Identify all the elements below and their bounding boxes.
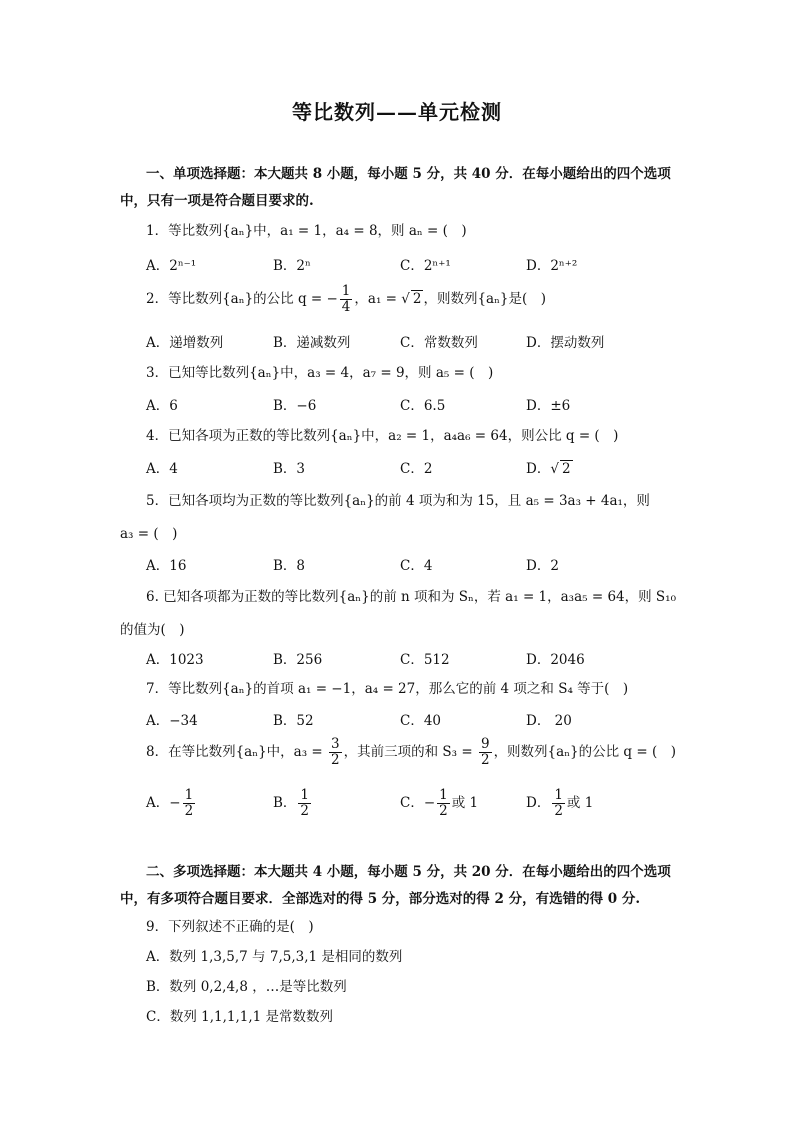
q4-option-a: A．4 bbox=[146, 461, 178, 477]
q8-option-d bbox=[526, 788, 593, 819]
q7-option-b: B．52 bbox=[273, 713, 314, 729]
section1-heading-line1: 一、单项选择题：本大题共 8 小题，每小题 5 分，共 40 分．在每小题给出的四个选项 bbox=[146, 166, 671, 182]
question-6-line1: 6. 已知各项都为正数的等比数列{aₙ}的前 n 项和为 Sₙ，若 a₁ = 1，a₃a₅ = 64，则 S₁₀ bbox=[146, 589, 676, 605]
q8-fraction-2 bbox=[479, 737, 492, 768]
q8-c-num: 1 bbox=[439, 787, 448, 803]
q8-c-suffix: 或 1 bbox=[451, 794, 479, 811]
q8-option-a bbox=[146, 788, 197, 819]
q5-option-a: A．16 bbox=[146, 558, 187, 574]
q8-b-num: 1 bbox=[300, 787, 310, 803]
q2-option-a: A．递增数列 bbox=[146, 335, 224, 351]
q8-a-frac bbox=[183, 788, 196, 819]
question-4: 4．已知各项为正数的等比数列{aₙ}中，a₂ = 1，a₄a₆ = 64，则公比 q = ( ) bbox=[146, 428, 619, 444]
q9-option-c: C．数列 1,1,1,1,1 是常数数列 bbox=[146, 1009, 334, 1025]
q1-option-d: D．2ⁿ⁺² bbox=[526, 258, 578, 274]
q8-d-num: 1 bbox=[554, 787, 563, 803]
q7-option-c: C．40 bbox=[400, 713, 442, 729]
q6-option-b: B．256 bbox=[273, 652, 323, 668]
q2-option-d: D．摆动数列 bbox=[526, 335, 605, 351]
question-9: 9．下列叙述不正确的是( ) bbox=[146, 919, 314, 935]
q2-stem-c: ，则数列{aₙ}是( ) bbox=[423, 290, 547, 307]
q4-option-d-root: 2 bbox=[561, 461, 571, 477]
q8-d2: 2 bbox=[480, 751, 490, 768]
page-title: 等比数列——单元检测 bbox=[292, 100, 502, 124]
q8-option-c bbox=[400, 788, 478, 819]
q8-a-num: 1 bbox=[184, 787, 194, 803]
question-5-line1: 5．已知各项均为正数的等比数列{aₙ}的前 4 项为和为 15，且 a₅ = 3a₃ + 4a₁，则 bbox=[146, 493, 650, 509]
q7-option-d: D． 20 bbox=[526, 713, 572, 729]
q5-option-b: B．8 bbox=[273, 558, 306, 574]
q1-option-b: B．2ⁿ bbox=[273, 258, 311, 274]
q9-option-a: A．数列 1,3,5,7 与 7,5,3,1 是相同的数列 bbox=[146, 949, 403, 965]
q6-option-c: C．512 bbox=[400, 652, 450, 668]
q8-n1: 3 bbox=[331, 736, 340, 752]
question-8 bbox=[146, 737, 676, 768]
q8-s1: 8．在等比数列{aₙ}中，a₃ = bbox=[146, 743, 328, 760]
section2-heading-line1: 二、多项选择题：本大题共 4 小题，每小题 5 分，共 20 分．在每小题给出的四个选项 bbox=[146, 864, 671, 880]
q8-c-frac bbox=[437, 788, 450, 819]
q3-option-a: A．6 bbox=[146, 398, 178, 414]
q8-n2: 9 bbox=[480, 736, 490, 752]
q8-option-b bbox=[273, 788, 313, 819]
q2-option-b: B．递减数列 bbox=[273, 335, 351, 351]
q9-option-b: B．数列 0,2,4,8 ，…是等比数列 bbox=[146, 979, 347, 995]
q6-option-a: A．1023 bbox=[146, 652, 204, 668]
q8-d-den: 2 bbox=[554, 802, 563, 819]
q2-stem-a: 2．等比数列{aₙ}的公比 q = − bbox=[146, 290, 338, 307]
q7-option-a: A．−34 bbox=[146, 713, 198, 729]
q8-s2: ，其前三项的和 S₃ = bbox=[343, 743, 477, 760]
q8-fraction-1 bbox=[329, 737, 342, 768]
q2-fraction bbox=[340, 284, 353, 315]
question-7: 7．等比数列{aₙ}的首项 a₁ = −1，a₄ = 27，那么它的前 4 项之和 S₄ 等于( ) bbox=[146, 681, 629, 697]
q3-option-c: C．6.5 bbox=[400, 398, 446, 414]
q3-option-b: B．−6 bbox=[273, 398, 317, 414]
q8-c-prefix: C．− bbox=[400, 794, 436, 811]
q6-option-d: D．2046 bbox=[526, 652, 585, 668]
question-2: 2．等比数列{aₙ}的公比 q = − $\frac{1}{4}$ ，a₁ = √ 2 ，则数列{aₙ}是( ) bbox=[146, 283, 547, 315]
q2-den: 4 bbox=[341, 298, 351, 315]
question-1: 1．等比数列{aₙ}中，a₁ = 1，a₄ = 8，则 aₙ = ( ) bbox=[146, 223, 467, 239]
q5-option-c: C．4 bbox=[400, 558, 433, 574]
q8-a-den: 2 bbox=[184, 802, 194, 819]
q8-b-frac bbox=[298, 788, 311, 819]
q2-root: 2 bbox=[412, 290, 422, 307]
q8-c-den: 2 bbox=[439, 802, 448, 819]
question-6-line2: 的值为( ) bbox=[120, 622, 185, 638]
q8-d1: 2 bbox=[331, 751, 340, 768]
q8-a-prefix: A．− bbox=[146, 794, 181, 811]
q5-option-d: D．2 bbox=[526, 558, 559, 574]
q8-b-prefix: B． bbox=[273, 794, 297, 811]
q8-d-suffix: 或 1 bbox=[566, 794, 594, 811]
question-3: 3．已知等比数列{aₙ}中，a₃ = 4，a₇ = 9，则 a₅ = ( ) bbox=[146, 365, 494, 381]
q2-option-c: C．常数数列 bbox=[400, 335, 478, 351]
q8-d-frac bbox=[552, 788, 565, 819]
q2-num: 1 bbox=[341, 283, 351, 299]
q2-stem-b: ，a₁ = bbox=[354, 290, 402, 307]
q8-s3: ，则数列{aₙ}的公比 q = ( ) bbox=[493, 743, 676, 760]
q4-option-c: C．2 bbox=[400, 461, 433, 477]
q8-b-den: 2 bbox=[300, 802, 310, 819]
section2-heading-line2: 中，有多项符合题目要求．全部选对的得 5 分，部分选对的得 2 分，有选错的得 0 分. bbox=[120, 891, 641, 907]
q8-d-prefix: D． bbox=[526, 794, 551, 811]
q4-option-b: B．3 bbox=[273, 461, 306, 477]
q4-option-d-prefix: D． bbox=[526, 461, 551, 477]
q1-option-c: C．2ⁿ⁺¹ bbox=[400, 258, 451, 274]
q1-option-a: A．2ⁿ⁻¹ bbox=[146, 258, 197, 274]
question-5-line2: a₃ = ( ) bbox=[120, 526, 178, 542]
q3-option-d: D．±6 bbox=[526, 398, 571, 414]
q4-option-d: D．√ 2 bbox=[526, 461, 571, 477]
section1-heading-line2: 中，只有一项是符合题目要求的. bbox=[120, 193, 314, 209]
